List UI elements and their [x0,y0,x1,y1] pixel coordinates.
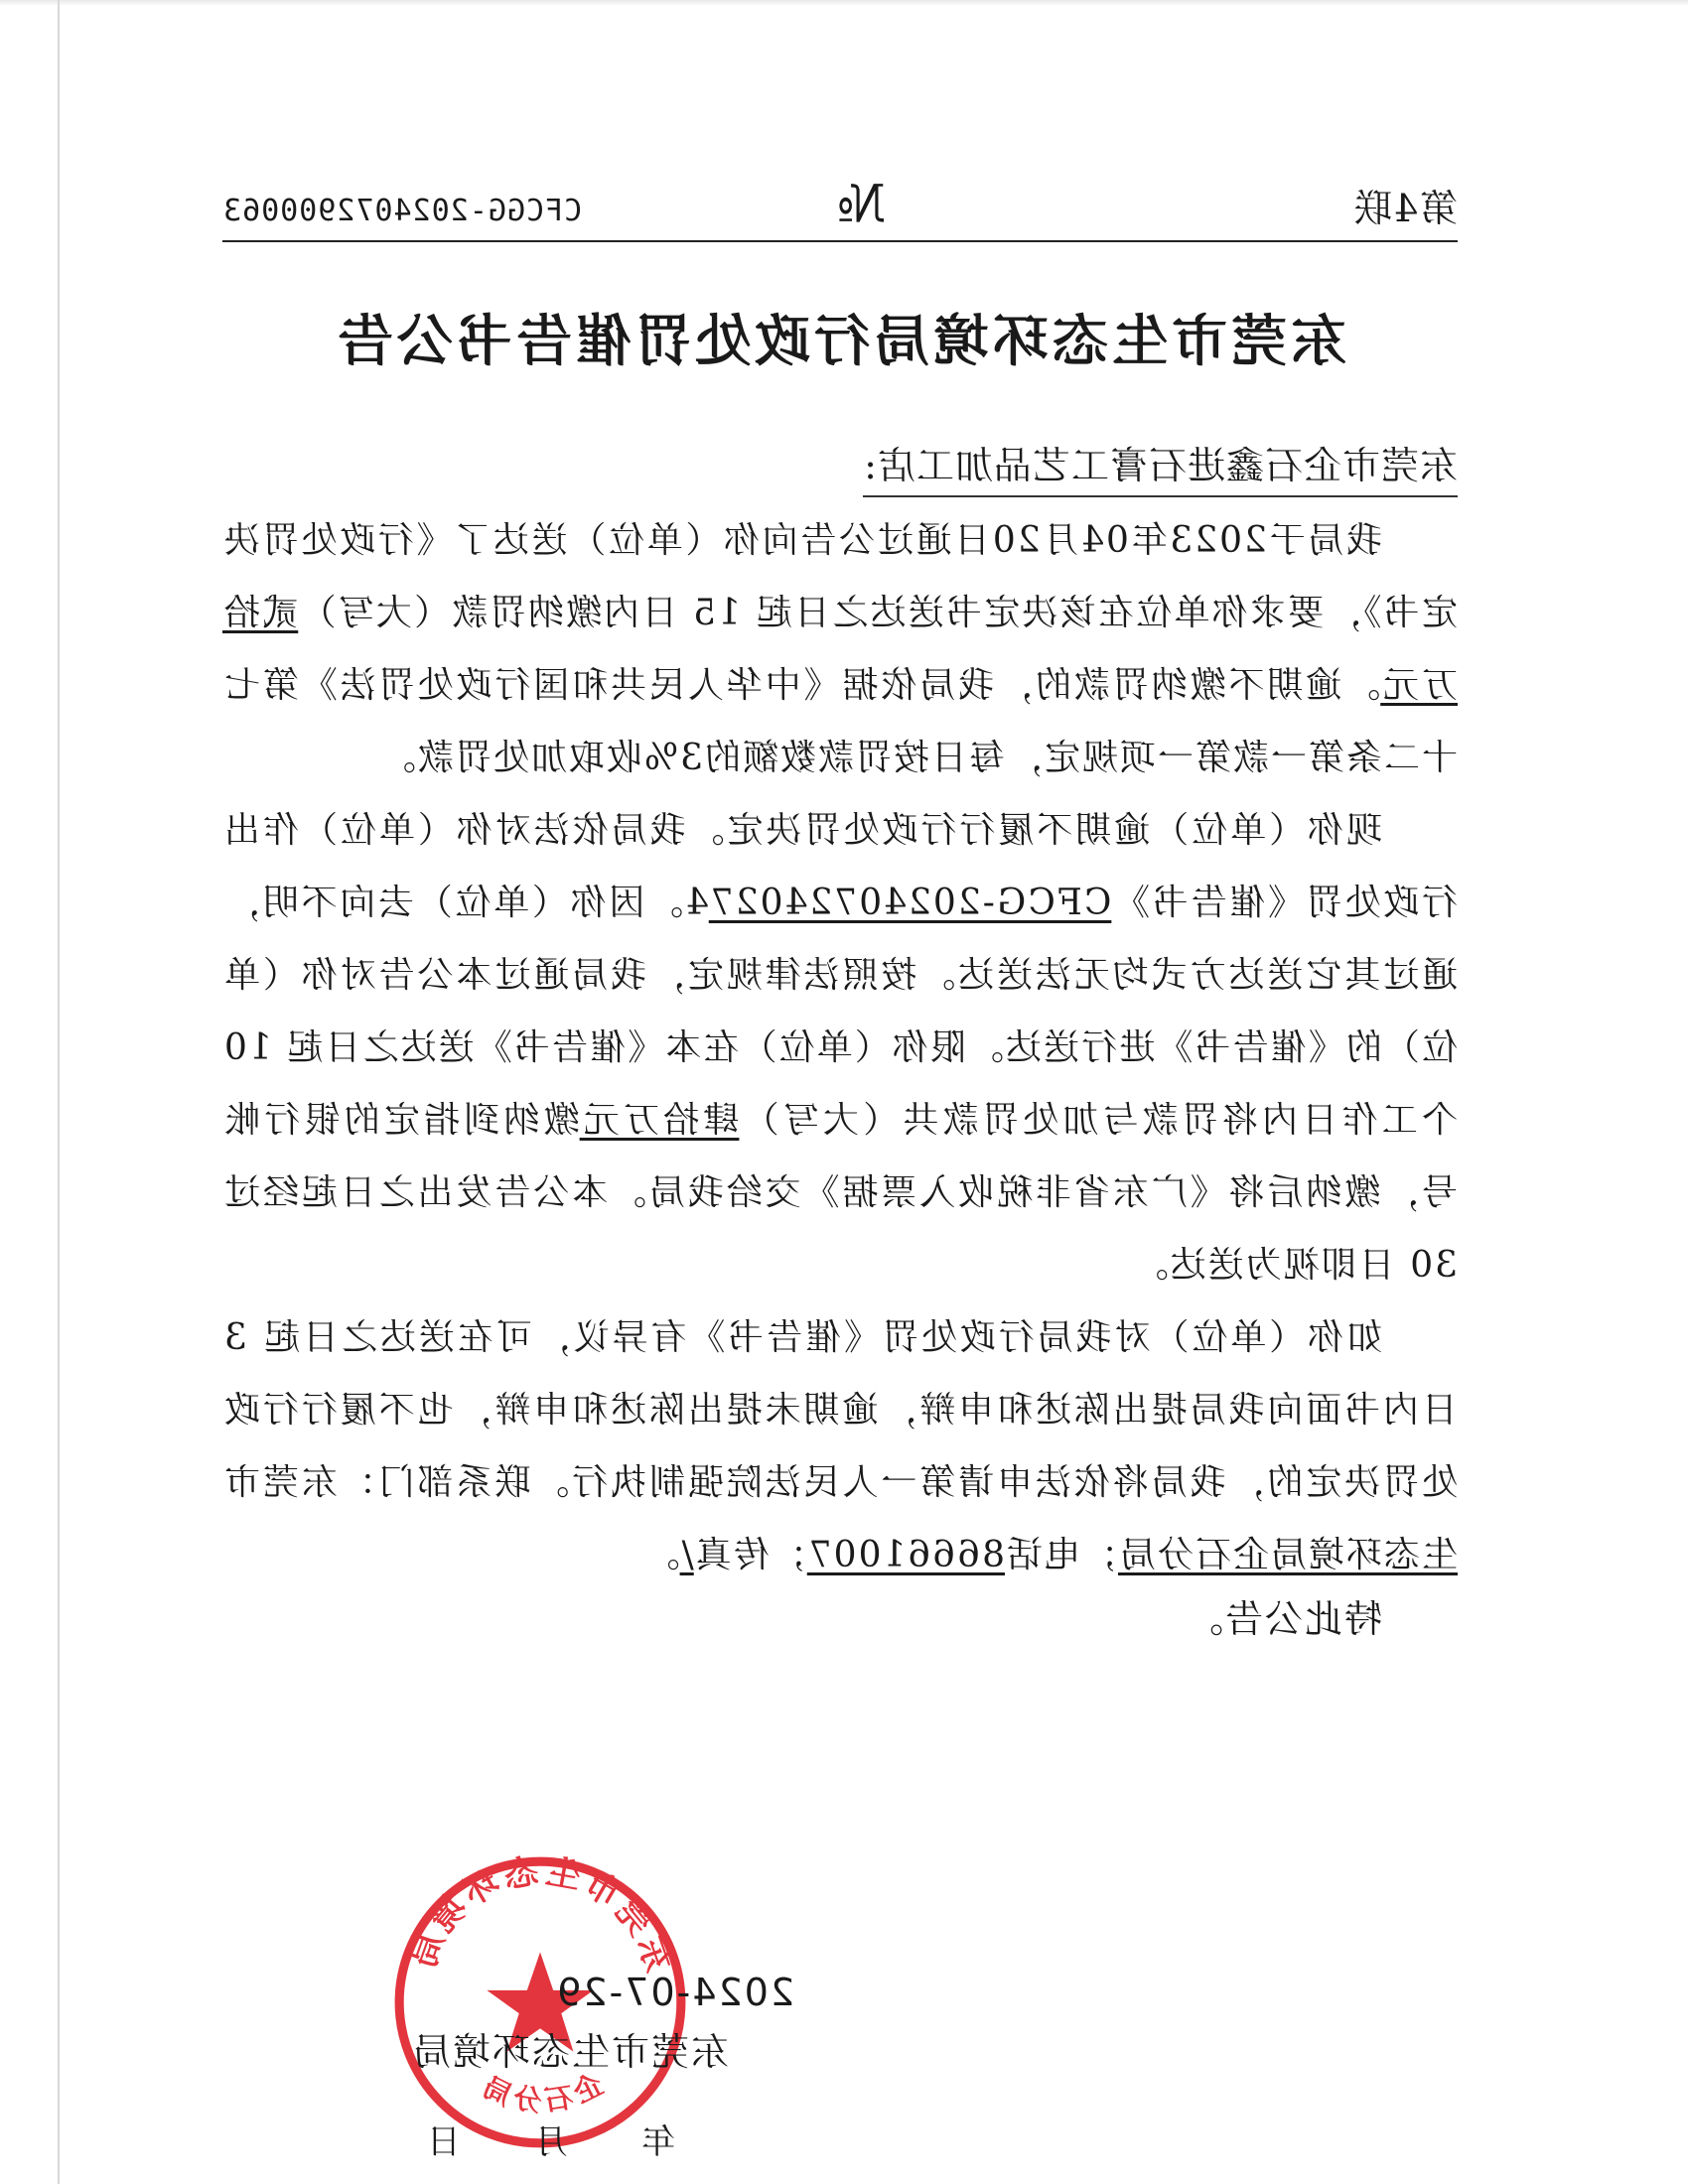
scan-edge-side [58,0,60,2184]
document-title: 东莞市生态环境局行政处罚催告书公告 [334,310,1346,374]
signature-date: 2024-07-29 [555,1971,794,2014]
paragraph-1-text-a: 我局于2023年04月20日通过公告向你（单位）送达了《行政处罚决定书》，要求你单位在该决定书送达之日起 15 日内缴纳罚款（大写） [222,520,1458,633]
total-amount: 肆拾万元 [579,1100,740,1141]
paragraph-1 [222,504,1458,794]
paragraph-3-text-b: ；电话 [1004,1535,1118,1575]
notice-document-number: CFCG-20240724027 [708,883,1112,923]
paragraph-3-text-a: 如你（单位）对我局行政处罚《催告书》有异议，可在送达之日起 3 日内书面向我局提出陈述和申辩，逾期未提出陈述和申辩，也不履行行政处罚决定的，我局将依法申请第一人民法院强制执行。联系部门：东莞市 [222,1317,1458,1503]
scan-edge-top [0,0,1688,6]
fine-amount: 贰拾万元 [222,593,1458,706]
contact-department: 生态环境局企石分局 [1117,1535,1458,1575]
contact-fax: / [679,1535,694,1575]
document-body [222,504,1458,1591]
paragraph-3-text-c: ；传真 [693,1535,807,1575]
svg-text:企石分局: 企石分局 [472,2067,609,2118]
paragraph-3 [222,1301,1458,1591]
copy-number: 第4联 [1351,187,1458,230]
serial-mark: № [836,175,886,234]
paragraph-2-text-b: 4。因你（单位）去向不明，通过其它送达方式均无法送达。按照法律规定，我局通过本公告对你（单位）的《催告书》进行送达。限你（单位）在本《催告书》送达之日起 10 个工作日内将罚款与加处罚款共（大写） [222,883,1458,1141]
paragraph-3-text-d: 。 [641,1535,680,1575]
paragraph-1-text-b: 。逾期不缴纳罚款的，我局依据《中华人民共和国行政处罚法》第七十二条第一款第一项规定，每日按罚款数额的3%收取加处罚款。 [222,665,1458,778]
document-header [222,169,1458,242]
addressee: 东莞市企石鑫进石膏工艺品加工店: [863,435,1458,497]
paragraph-2 [222,794,1458,1301]
closing-statement: 特此公告。 [1183,1597,1382,1641]
paragraph-2-text-a: 现你（单位）逾期不履行行政处罚决定。我局依法对你（单位）作出行政处罚《催告书》 [222,810,1458,923]
serial-number: CFCGG-2024072900063 [222,194,583,228]
paragraph-2-text-c: 缴纳到指定的银行帐号，缴纳后将《广东省非税收入票据》交给我局。本公告发出之日起经过 30 日即视为送达。 [222,1100,1458,1286]
svg-text:东莞市生态环境局: 东莞市生态环境局 [402,1851,678,1978]
signature-date-blank: 年 月 日 [425,2122,675,2162]
contact-phone: 86661007 [806,1535,1005,1575]
signature-organization: 东莞市生态环境局 [410,2030,729,2074]
